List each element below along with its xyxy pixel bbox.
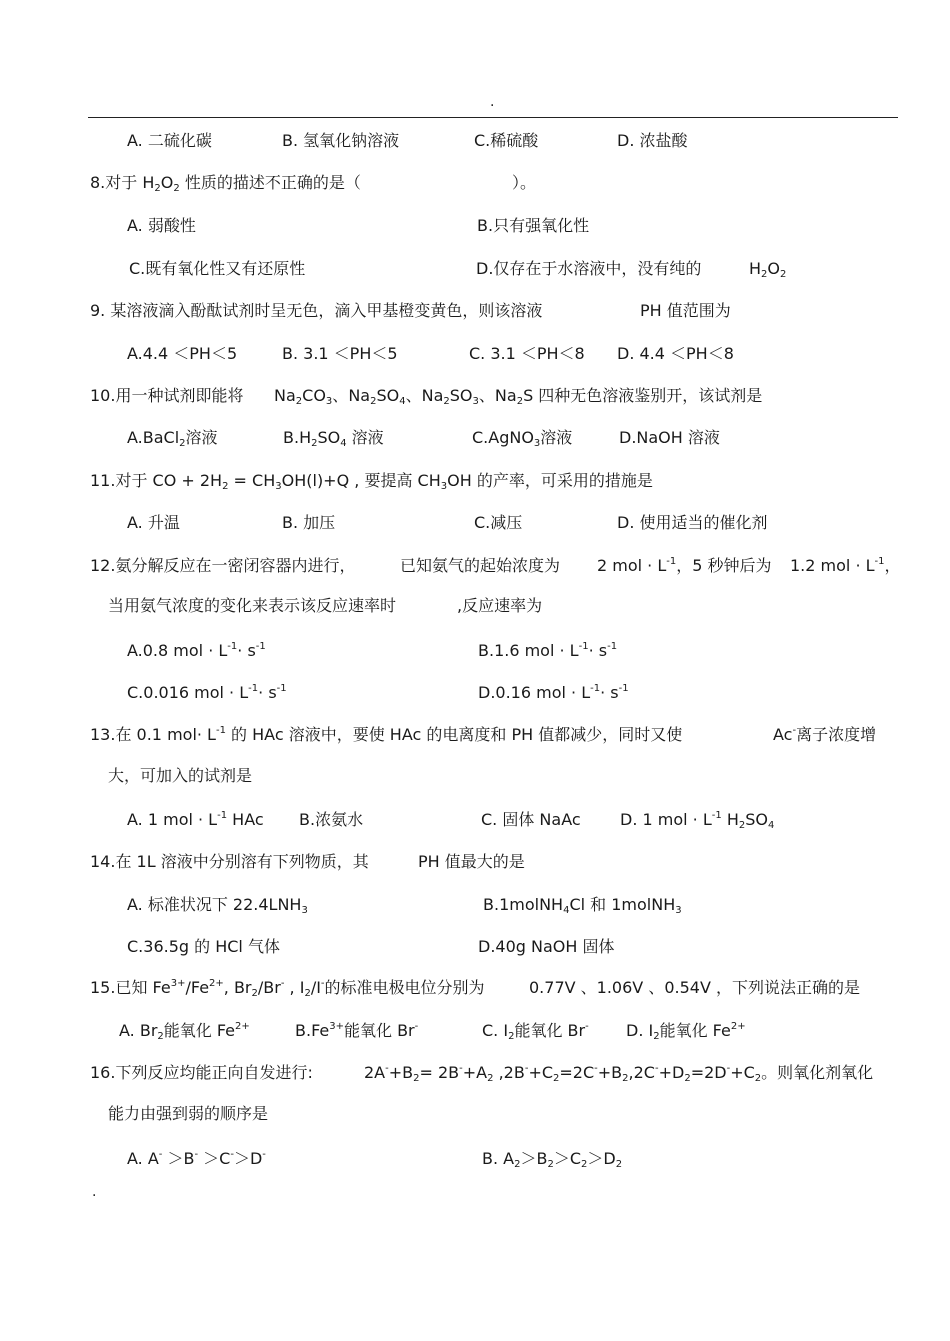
q9-stem-end: PH 值范围为 <box>640 301 731 320</box>
q13-stem: 13.在 0.1 $mol\cdot L^{-1}$ 的 HAc 溶液中，要使 HAc 的电离度和 PH 值都减少，同时又使 <box>90 725 683 744</box>
q14-option-d: D.40g NaOH 固体 <box>478 937 615 956</box>
q15-stem-end: 0.77V 、1.06V 、0.54V ，下列说法正确的是 <box>529 978 860 997</box>
q16-stem-a: 16.下列反应均能正向自发进行: <box>90 1063 313 1082</box>
footer-mark: . <box>92 1184 97 1200</box>
q13-option-d: D. 1 mol · $L^{-1}$ $H_2SO_4$ <box>620 810 775 831</box>
q10-formulas: $Na_2CO_3$、$Na_2SO_4$、$Na_2SO_3$、$Na_2S$ 四种无色溶液鉴别开，该试剂是 <box>274 386 763 407</box>
q8-option-a: A. 弱酸性 <box>127 216 196 235</box>
q15-option-c: C. $I_2$能氧化 Br- <box>482 1021 589 1042</box>
q9-option-c: C. 3.1 ＜PH＜8 <box>469 344 585 363</box>
q13-option-b: B.浓氨水 <box>299 810 364 829</box>
q15-option-a: A. $Br_2$能氧化 $Fe^{2+}$ <box>119 1021 250 1042</box>
q12-stem-b: 已知氨气的起始浓度为 <box>400 556 561 575</box>
q8-option-c: C.既有氧化性又有还原性 <box>129 259 306 278</box>
q7-option-b: B. 氢氧化钠溶液 <box>282 131 400 150</box>
q12-option-a: A.0.8 mol · $L^{-1}\cdot s^{-1}$ <box>127 641 266 660</box>
q14-option-b: B.1molNH$_4$Cl 和 1molNH$_3$ <box>483 895 682 916</box>
q8-stem: 8.对于 $H_2O_2$ 性质的描述不正确的是（ <box>90 173 361 194</box>
q13-option-a: A. 1 mol · $L^{-1}$ HAc <box>127 810 264 829</box>
q11-option-c: C.减压 <box>474 513 523 532</box>
q12-stem2-a: 当用氨气浓度的变化来表示该反应速率时 <box>108 596 397 615</box>
q9-option-a: A.4.4 ＜PH＜5 <box>127 344 238 363</box>
q15-option-d: D. $I_2$能氧化 $Fe^{2+}$ <box>626 1021 746 1042</box>
header-mark: . <box>490 94 495 110</box>
q11-option-b: B. 加压 <box>282 513 336 532</box>
header-rule <box>88 117 898 118</box>
q8-option-d: D.仅存在于水溶液中，没有纯的 <box>476 259 702 278</box>
q11-option-d: D. 使用适当的催化剂 <box>617 513 768 532</box>
q13-stem-end: Ac-离子浓度增 <box>773 725 877 744</box>
q16-stem2: 能力由强到弱的顺序是 <box>108 1104 269 1123</box>
q15-stem: 15.已知 $Fe^{3+}/Fe^{2+}$, $Br_2/Br^-$ , $I_2/I^-$的标准电极电位分别为 <box>90 978 485 999</box>
q9-stem: 9. 某溶液滴入酚酞试剂时呈无色，滴入甲基橙变黄色，则该溶液 <box>90 301 543 320</box>
q13-stem2: 大，可加入的试剂是 <box>108 766 253 785</box>
q10-stem: 10.用一种试剂即能将 <box>90 386 244 405</box>
q12-stem-a: 12.氨分解反应在一密闭容器内进行， <box>90 556 356 575</box>
q10-option-b: $B.H_2SO_4$ 溶液 <box>283 428 384 449</box>
q8-option-b: B.只有强氧化性 <box>477 216 590 235</box>
q7-option-c: C.稀硫酸 <box>474 131 539 150</box>
q12-option-c: C.0.016 mol · $L^{-1}\cdot s^{-1}$ <box>127 683 287 702</box>
q12-stem2-b: ,反应速率为 <box>457 596 543 615</box>
q9-option-b: B. 3.1 ＜PH＜5 <box>282 344 398 363</box>
q10-option-a: A.BaCl$_2$溶液 <box>127 428 218 449</box>
q8-stem-end: ）。 <box>512 173 537 192</box>
q10-option-d: D.NaOH 溶液 <box>619 428 720 447</box>
q9-option-d: D. 4.4 ＜PH＜8 <box>617 344 734 363</box>
q11-option-a: A. 升温 <box>127 513 180 532</box>
q13-option-c: C. 固体 NaAc <box>481 810 581 829</box>
q16-stem-reactions: $2A^-+B_2= 2B^-+A_2$ $,2B^-+C_2=2C^-+B_2,2C^-+D_2=2D^-+C_2$。则氧化剂氧化 <box>364 1063 874 1084</box>
q12-stem-c: 2 mol · $L^{-1}$，5 秒钟后为 <box>597 556 772 575</box>
q12-option-d: D.0.16 mol · $L^{-1}\cdot s^{-1}$ <box>478 683 629 702</box>
q14-stem-b: PH 值最大的是 <box>418 852 525 871</box>
q16-option-a: A. A- ＞B- ＞C-＞D- <box>127 1149 266 1168</box>
q14-stem-a: 14.在 1L 溶液中分别溶有下列物质，其 <box>90 852 369 871</box>
q14-option-c: C.36.5g 的 HCl 气体 <box>127 937 280 956</box>
q7-option-a: A. 二硫化碳 <box>127 131 212 150</box>
q15-option-b: $B.Fe^{3+}$能氧化 Br- <box>295 1021 419 1040</box>
q16-option-b: B. $A_2>B_2>C_2>D_2$ <box>482 1149 623 1170</box>
q8-option-d-formula: $H_2O_2$ <box>749 259 787 280</box>
q12-stem-e: 1.2 mol · $L^{-1}$， <box>790 556 901 575</box>
q11-stem: 11.对于 CO + $2H_2 = CH_3OH(l)+Q$ , 要提高 $CH_3OH$ 的产率，可采用的措施是 <box>90 471 653 492</box>
q7-option-d: D. 浓盐酸 <box>617 131 688 150</box>
q10-option-c: C.AgNO$_3$溶液 <box>472 428 573 449</box>
q14-option-a: A. 标准状况下 $22.4LNH_3$ <box>127 895 308 916</box>
q12-option-b: B.1.6 mol · $L^{-1}\cdot s^{-1}$ <box>478 641 618 660</box>
